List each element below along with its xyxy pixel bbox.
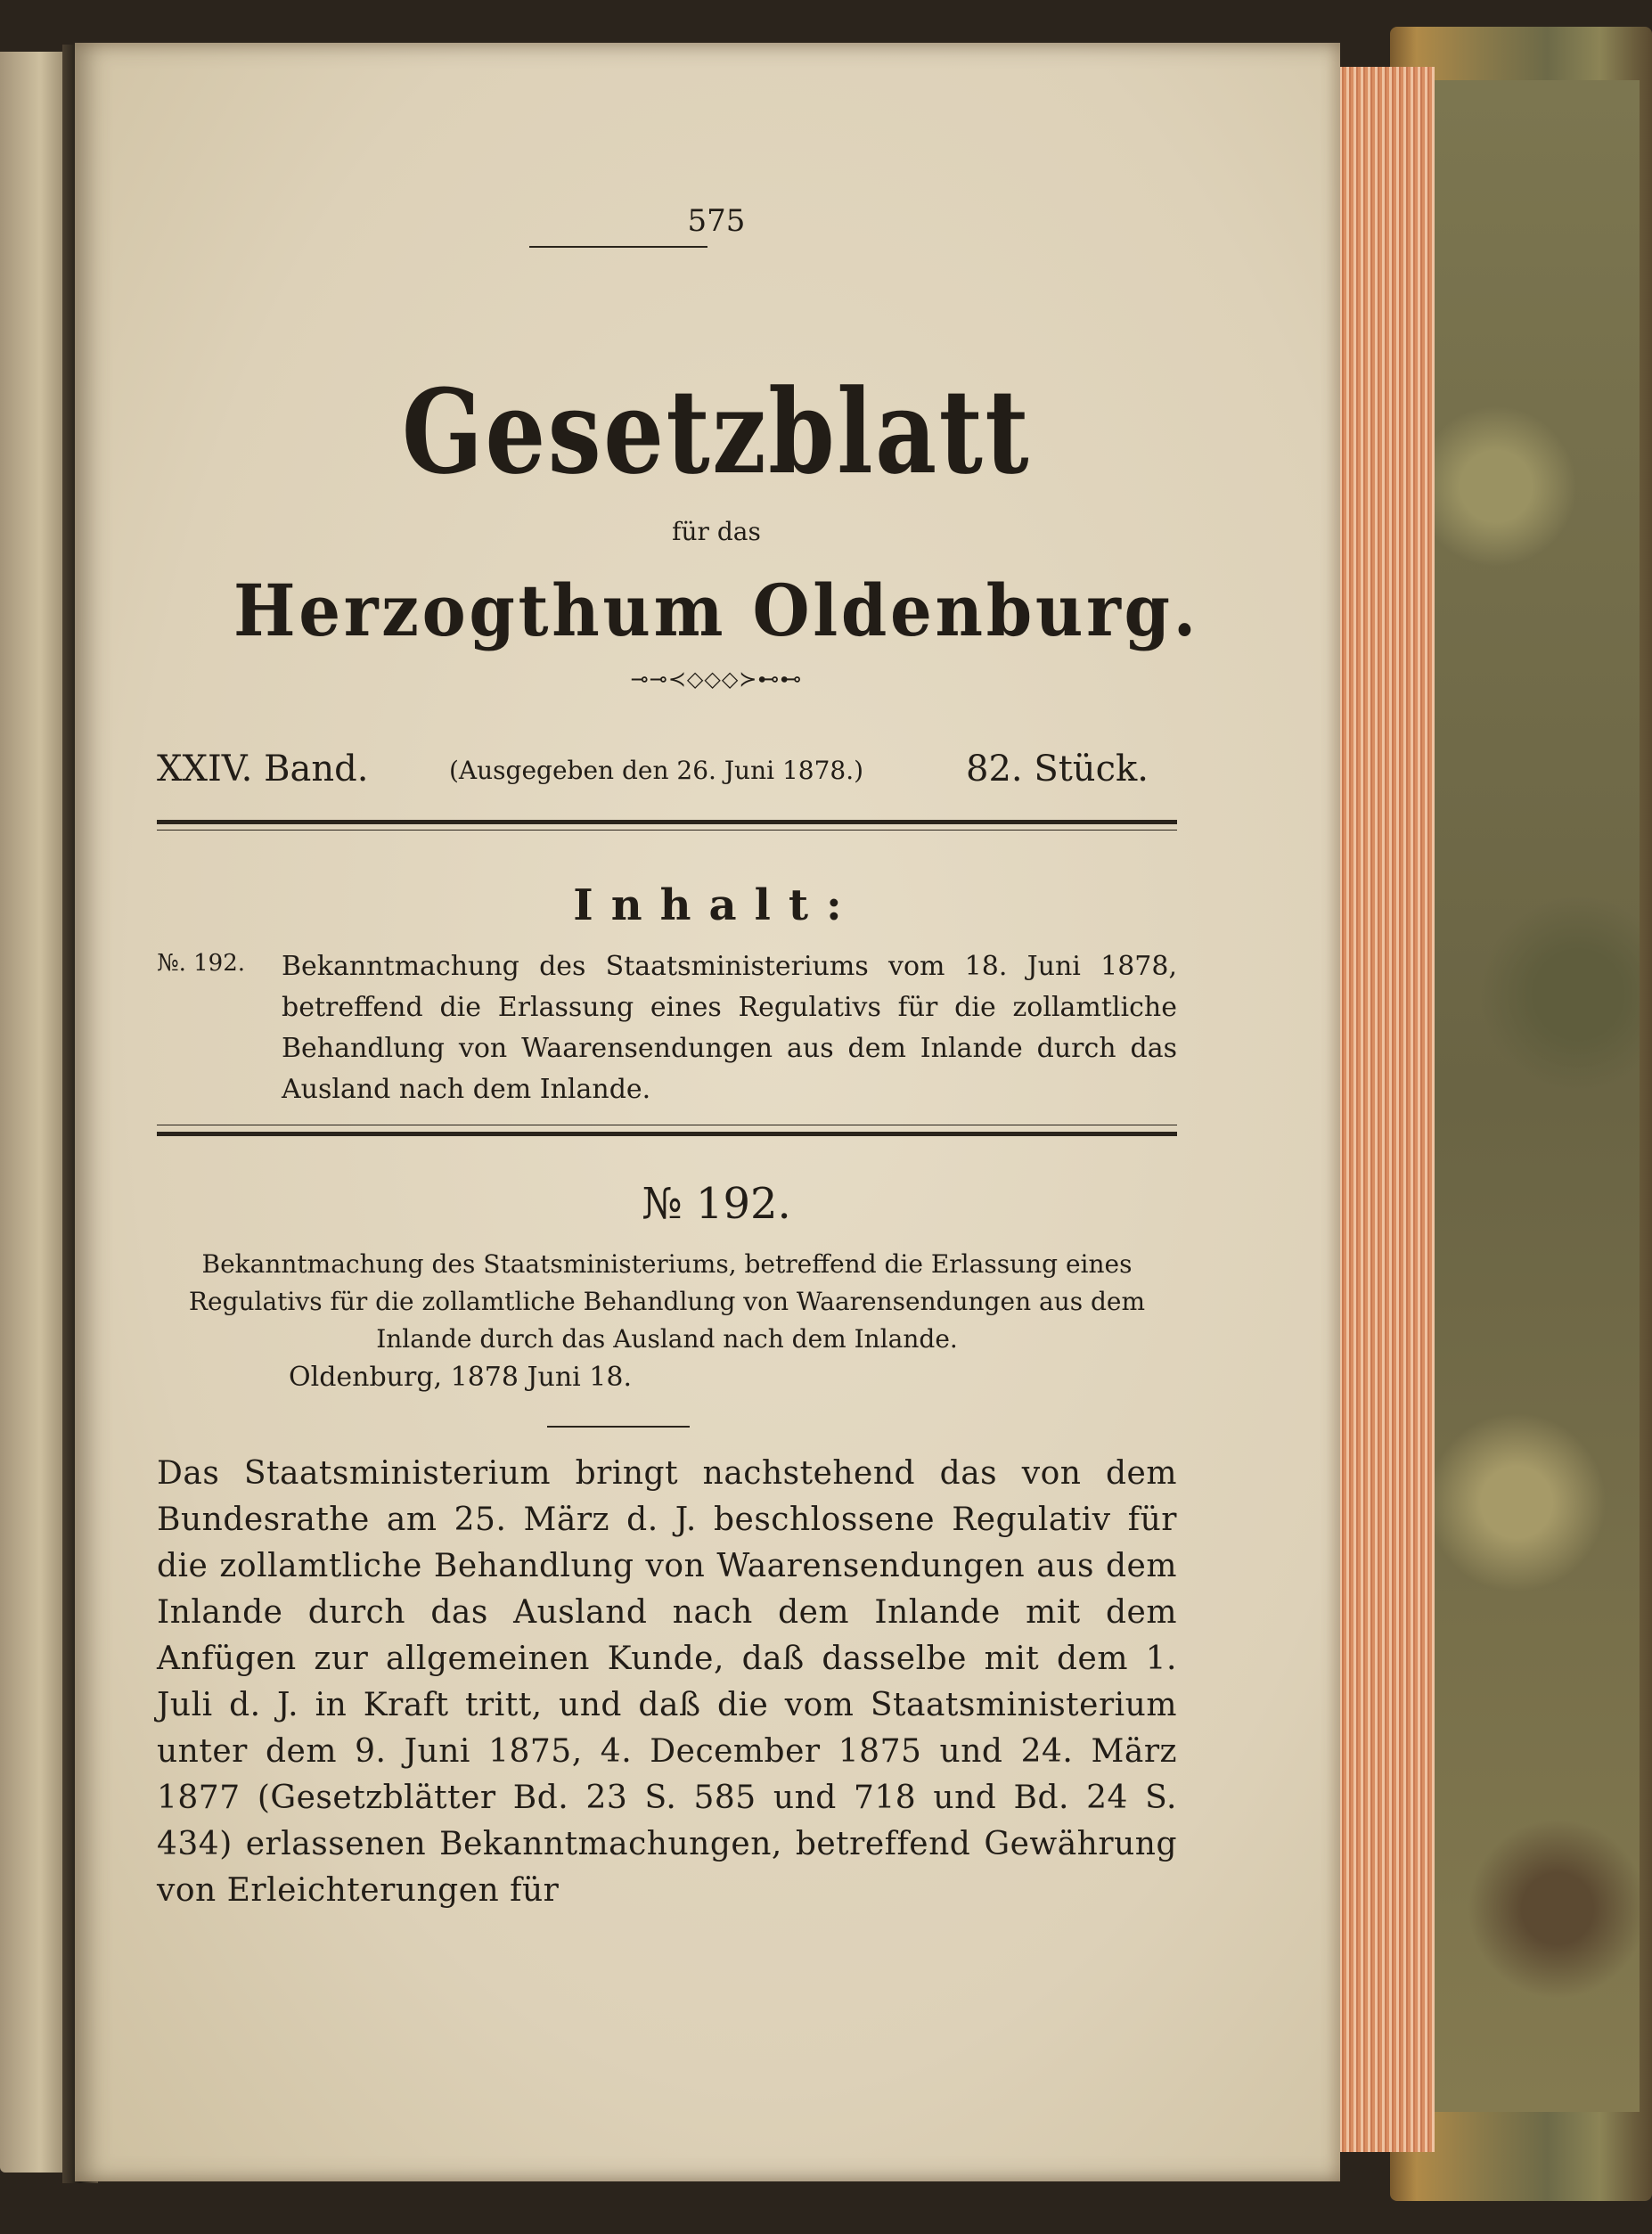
header-rule-thick: [157, 820, 1177, 824]
header-rule-thin: [157, 830, 1177, 831]
notice-number: № 192.: [642, 1179, 791, 1229]
duchy-title: Herzogthum Oldenburg.: [233, 569, 1199, 652]
marbled-cover: [1435, 80, 1640, 2112]
contents-entry-number: №. 192.: [157, 950, 246, 977]
page-number-rule: [529, 246, 707, 248]
contents-rule-thick: [157, 1132, 1177, 1136]
notice-heading: Bekanntmachung des Staatsministeriums, betreffend die Erlassung eines Regulativs für die zollamtliche Behandlung von Waarensendungen aus dem Inlande durch das Ausland nach dem Inlande.: [188, 1249, 1146, 1354]
title-connector: für das: [672, 517, 761, 546]
contents-entry-text: Bekanntmachung des Staatsministeriums vom 18. Juni 1878, betreffend die Erlassung eines Regulativs für die zollamtliche Behandlung von Waarensendungen aus dem Inlande durch das Ausland nach dem Inlande.: [282, 951, 1177, 1105]
notice-date: Oldenburg, 1878 Juni 18.: [289, 1362, 633, 1393]
page-edges: [1337, 67, 1435, 2152]
page-title: Gesetzblatt: [401, 364, 1032, 500]
contents-heading: Inhalt:: [573, 880, 860, 930]
issue-number: 82. Stück.: [966, 749, 1149, 790]
volume-label: XXIV. Band.: [157, 749, 369, 790]
page-number: 575: [687, 203, 746, 239]
issue-date: (Ausgegeben den 26. Juni 1878.): [449, 756, 864, 785]
notice-body: Das Staatsministerium bringt nachstehend das von dem Bundesrathe am 25. März d. J. beschlossene Regulativ für die zollamtliche Behandlung von Waarensendungen aus dem Inlande durch das Ausland nach dem Inlande mit dem Anfügen zur allgemeinen Kunde, daß dasselbe mit dem 1. Juli d. J. in Kraft tritt, und daß die vom Staatsministerium unter dem 9. Juni 1875, 4. December 1875 und 24. März 1877 (Gesetzblätter Bd. 23 S. 585 und 718 und Bd. 24 S. 434) erlassenen Bekanntmachungen, betreffend Gewährung von Erleichterungen für: [157, 1455, 1177, 1909]
notice-divider: [547, 1426, 690, 1428]
ornament-divider: ⊸⊸≺◇◇◇≻⊷⊷: [630, 667, 803, 691]
document-page: [75, 43, 1340, 2181]
